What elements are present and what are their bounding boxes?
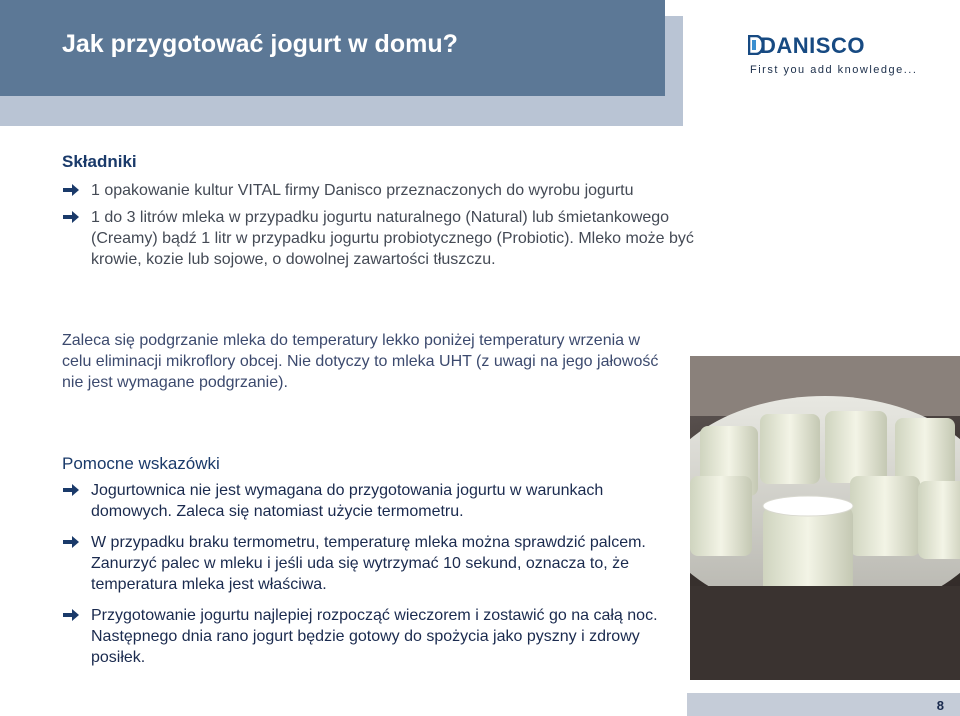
logo-tagline: First you add knowledge... bbox=[750, 64, 918, 76]
ingredient-text: 1 opakowanie kultur VITAL firmy Danisco przeznaczonych do wyrobu jogurtu bbox=[91, 182, 634, 199]
list-item bbox=[62, 480, 667, 522]
list-item bbox=[62, 532, 667, 595]
tips-list bbox=[62, 480, 667, 678]
heating-note: Zaleca się podgrzanie mleka do temperatury lekko poniżej temperatury wrzenia w celu eliminacji mikroflory obcej. Nie dotyczy to mleka UHT (z uwagi na jego jałowość nie jest wymagane podgrzanie). bbox=[62, 332, 659, 391]
tips-heading: Pomocne wskazówki bbox=[62, 454, 220, 473]
list-item bbox=[62, 605, 667, 668]
logo-word: DANISCO bbox=[760, 33, 865, 58]
arrow-right-icon bbox=[62, 608, 80, 622]
tip-text: W przypadku braku termometru, temperaturę mleka można sprawdzić palcem. Zanurzyć palec w mleku i jeśli uda się wytrzymać 10 sekund, oznacza to, że temperatura mleka jest właściwa. bbox=[91, 534, 646, 593]
arrow-right-icon bbox=[62, 183, 80, 197]
arrow-right-icon bbox=[62, 210, 80, 224]
title-bar bbox=[0, 0, 665, 96]
ingredients-heading: Składniki bbox=[62, 152, 137, 171]
page-title: Jak przygotować jogurt w domu? bbox=[62, 30, 458, 58]
list-item bbox=[62, 180, 702, 201]
ingredients-list bbox=[62, 180, 702, 276]
danisco-logo bbox=[748, 30, 918, 85]
tip-text: Jogurtownica nie jest wymagana do przygotowania jogurtu w warunkach domowych. Zaleca się natomiast użycie termometru. bbox=[91, 482, 604, 520]
list-item bbox=[62, 207, 702, 270]
yogurt-jars-photo bbox=[690, 356, 960, 680]
yogurt-jars-illustration bbox=[690, 356, 960, 680]
arrow-right-icon bbox=[62, 483, 80, 497]
page-number: 8 bbox=[936, 698, 944, 713]
footer-bar bbox=[687, 693, 960, 716]
tip-text: Przygotowanie jogurtu najlepiej rozpocząć wieczorem i zostawić go na całą noc. Następnego dnia rano jogurt będzie gotowy do spożycia jako pyszny i zdrowy posiłek. bbox=[91, 607, 658, 666]
arrow-right-icon bbox=[62, 535, 80, 549]
ingredient-text: 1 do 3 litrów mleka w przypadku jogurtu naturalnego (Natural) lub śmietankowego (Creamy) bądź 1 litr w przypadku jogurtu probiotycznego (Probiotic). Mleko może być krowie, kozie lub sojowe, o dowolnej zawartości tłuszczu. bbox=[91, 209, 694, 268]
